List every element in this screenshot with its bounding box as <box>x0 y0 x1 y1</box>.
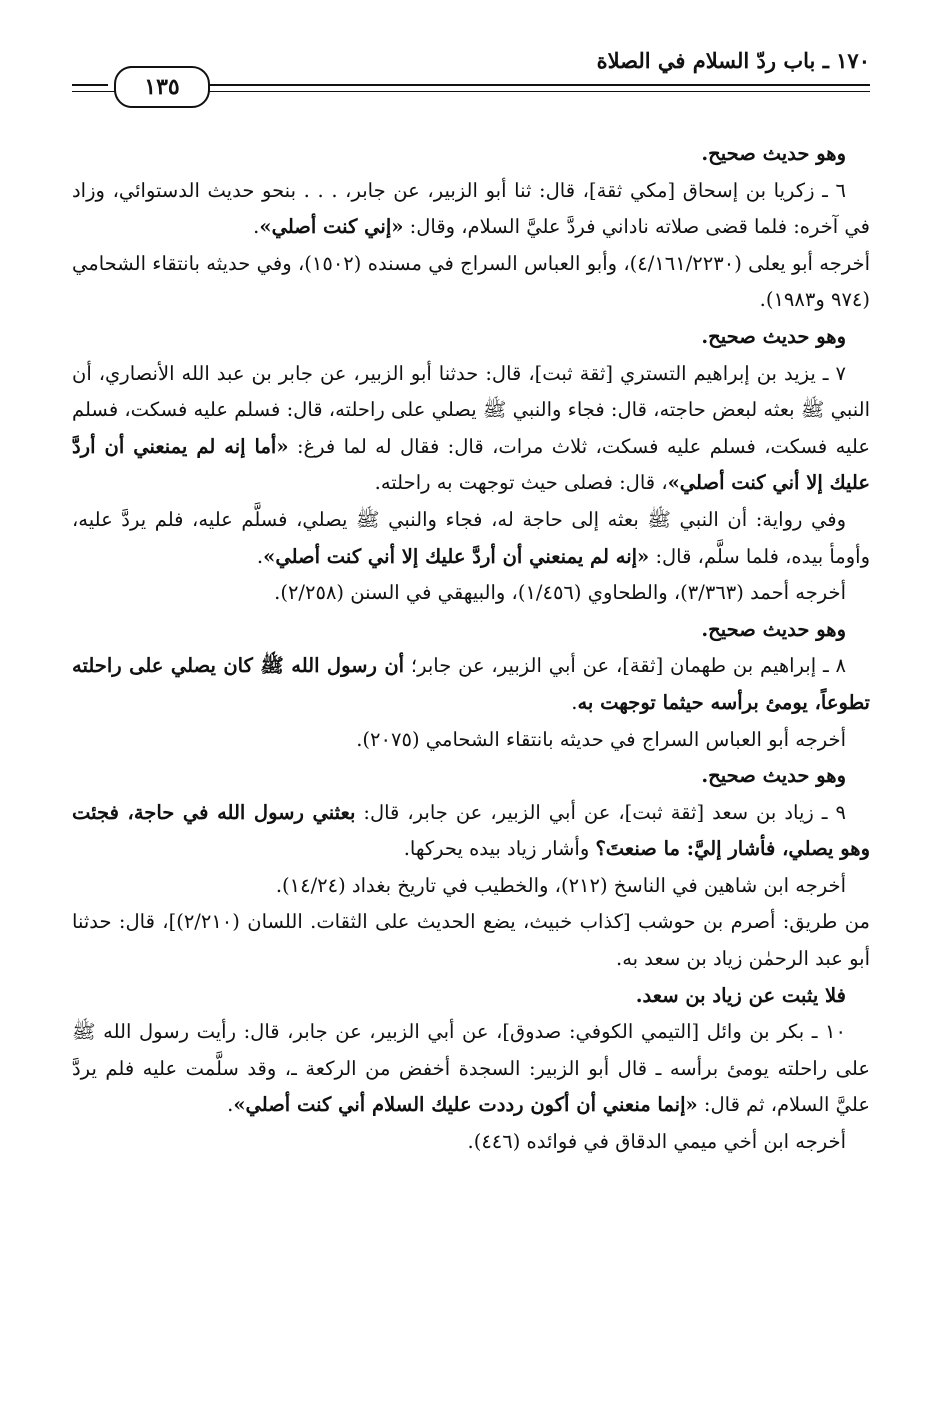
bold-text: «أما إنه لم يمنعني أن أردَّ عليك إلا أني كنت أصلي» <box>72 434 870 495</box>
paragraph <box>72 319 870 356</box>
paragraph <box>72 722 870 759</box>
page-number: ١٣٥ <box>144 74 180 100</box>
bold-text: وهو حديث صحيح. <box>701 764 846 788</box>
paragraph <box>72 795 870 868</box>
paragraph <box>72 246 870 319</box>
text-run: وأشار زياد بيده يحركها. <box>403 837 596 861</box>
bold-text: وهو حديث صحيح. <box>701 324 846 348</box>
text-run: ٩ ـ زياد بن سعد [ثقة ثبت]، عن أبي الزبير، عن جابر، قال: <box>355 800 846 824</box>
paragraph <box>72 136 870 173</box>
text-run: وفي رواية: أن النبي ﷺ بعثه إلى حاجة له، فجاء والنبي ﷺ يصلي، فسلَّم عليه، فلم يردَّ عليه، وأومأ بيده، فلما سلَّم، قال: <box>72 507 870 568</box>
chapter-title: ١٧٠ ـ باب ردّ السلام في الصلاة <box>596 48 870 73</box>
paragraph <box>72 978 870 1015</box>
text-run: . <box>256 544 264 568</box>
paragraph <box>72 868 870 905</box>
paragraph <box>72 1124 870 1161</box>
page-number-badge <box>114 66 210 108</box>
text-run: أخرجه أبو العباس السراج في حديثه بانتقاء الشحامي (٢٠٧٥). <box>356 727 846 751</box>
text-run: . <box>253 215 260 239</box>
text-run: . <box>571 690 578 714</box>
text-run: أخرجه أحمد (٣/٣٦٣)، والطحاوي (١/٤٥٦)، والبيهقي في السنن (٢/٢٥٨). <box>274 581 846 605</box>
page <box>72 40 870 1161</box>
text-run: ١٠ ـ بكر بن وائل [التيمي الكوفي: صدوق]، عن أبي الزبير، عن جابر، قال: رأيت رسول الله ﷺ على راحلته يومئ برأسه ـ قال أبو الزبير: السجدة أخفض من الركعة ـ، وقد سلَّمت عليه فلم يردَّ عليَّ السلام، ثم قال: <box>72 1020 870 1117</box>
bold-text: وهو حديث صحيح. <box>701 142 846 165</box>
text-run: ٨ ـ إبراهيم بن طهمان [ثقة]، عن أبي الزبير، عن جابر؛ <box>404 654 846 678</box>
text-run: . <box>227 1093 234 1117</box>
text-run: أخرجه أبو يعلى (٤/١٦١/٢٢٣٠)، وأبو العباس السراج في مسنده (١٥٠٢)، وفي حديثه بانتقاء الشحامي (٩٧٤ و١٩٨٣). <box>72 251 870 312</box>
text-run: أخرجه ابن أخي ميمي الدقاق في فوائده (٤٤٦). <box>467 1130 846 1154</box>
text-run: ٦ ـ زكريا بن إسحاق [مكي ثقة]، قال: ثنا أبو الزبير، عن جابر، . . . بنحو حديث الدستوائي، وزاد في آخره: فلما قضى صلاته ناداني فردَّ عليَّ السلام، وقال: <box>72 178 870 239</box>
bold-text: بعثني رسول الله في حاجة، فجئت وهو يصلي، فأشار إليَّ: ما صنعتَ؟ <box>72 800 870 861</box>
bold-text: وهو حديث صحيح. <box>701 617 846 641</box>
bold-text: أن رسول الله ﷺ كان يصلي على راحلته تطوعاً، يومئ برأسه حيثما توجهت به <box>72 654 870 714</box>
paragraph <box>72 356 870 502</box>
paragraph <box>72 173 870 246</box>
bold-text: «إنه لم يمنعني أن أردَّ عليك إلا أني كنت أصلي» <box>263 544 650 568</box>
text-run: أخرجه ابن شاهين في الناسخ (٢١٢)، والخطيب في تاريخ بغداد (١٤/٢٤). <box>275 873 846 897</box>
text-run: ، قال: فصلى حيث توجهت به راحلته. <box>374 471 668 495</box>
paragraph <box>72 502 870 575</box>
running-header <box>72 40 870 98</box>
bold-text: «إني كنت أصلي» <box>259 215 404 239</box>
paragraph <box>72 648 870 721</box>
paragraph <box>72 612 870 649</box>
paragraph <box>72 758 870 795</box>
text-run: من طريق: أصرم بن حوشب [كذاب خبيث، يضع الحديث على الثقات. اللسان (٢/٢١٠)]، قال: حدثنا أبو عبد الرحمٰن زياد بن سعد به. <box>72 910 870 971</box>
bold-text: فلا يثبت عن زياد بن سعد. <box>635 983 846 1007</box>
paragraph <box>72 904 870 977</box>
paragraph <box>72 1014 870 1124</box>
text-run: ٧ ـ يزيد بن إبراهيم التستري [ثقة ثبت]، قال: حدثنا أبو الزبير، عن جابر بن عبد الله الأنصاري، أن النبي ﷺ بعثه لبعض حاجته، قال: فجاء والنبي ﷺ يصلي على راحلته، قال: فسلم عليه فسكت، فسلم عليه فسكت، فسلم عليه فسكت، ثلاث مرات، قال: فقال له لما فرغ: <box>72 361 871 458</box>
bold-text: «إنما منعني أن أكون رددت عليك السلام أني كنت أصلي» <box>233 1093 698 1117</box>
paragraph <box>72 575 870 612</box>
text-body <box>72 136 870 1161</box>
